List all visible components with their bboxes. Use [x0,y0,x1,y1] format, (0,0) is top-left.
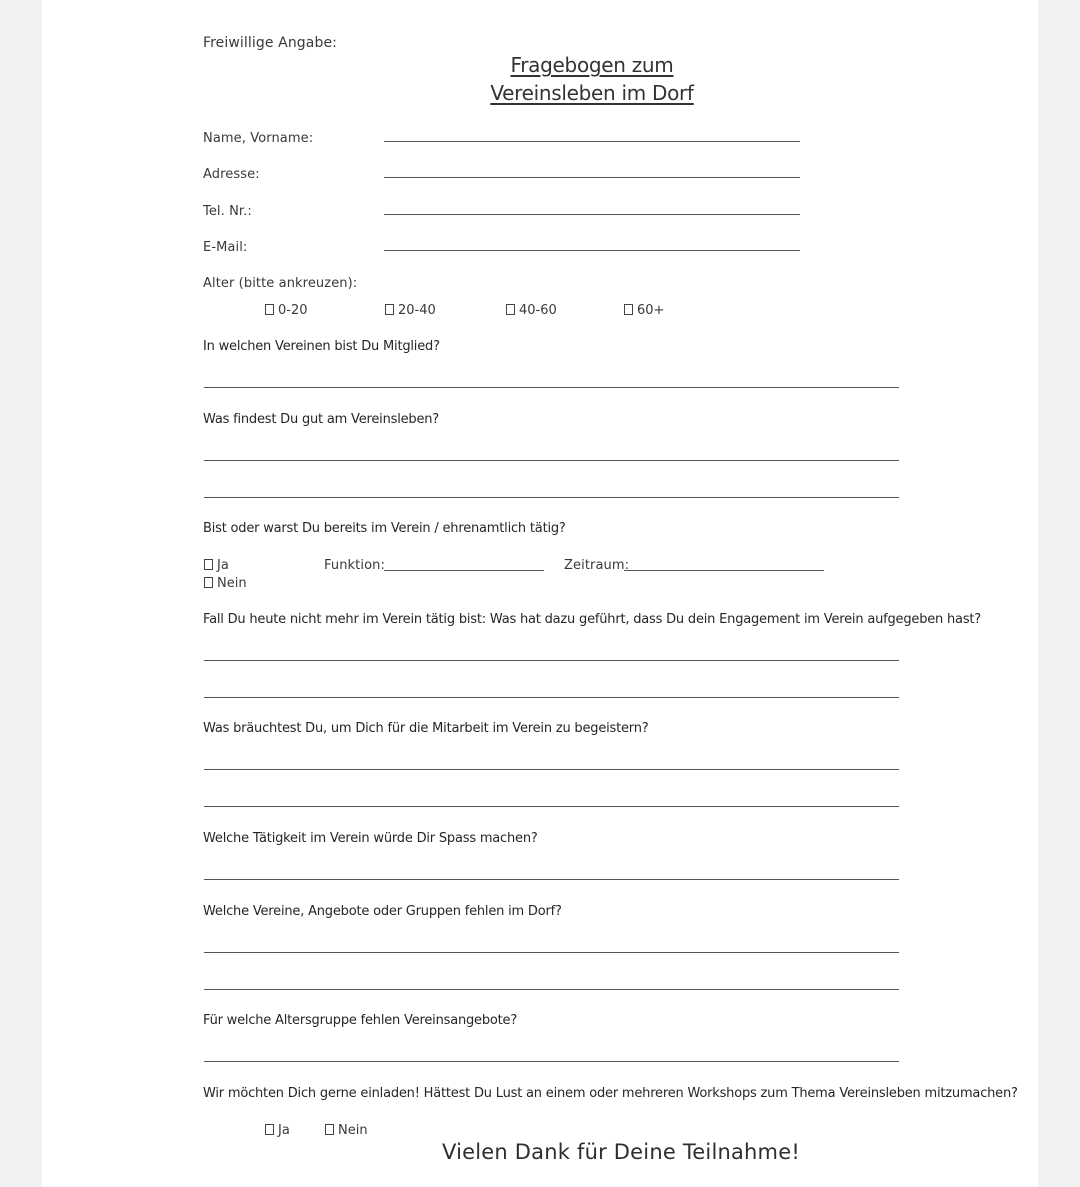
checkbox-icon[interactable] [204,559,213,570]
address-label: Adresse: [203,167,260,182]
workshop-no-option[interactable]: Nein [325,1123,368,1138]
workshop-yes-option[interactable]: Ja [265,1123,290,1138]
checkbox-icon[interactable] [265,1124,274,1135]
phone-label: Tel. Nr.: [203,204,252,219]
answer-line[interactable] [204,769,899,770]
address-field[interactable] [384,177,800,178]
answer-line[interactable] [204,460,899,461]
age-option-40-60[interactable]: 40-60 [506,303,557,318]
period-label: Zeitraum: [564,558,630,573]
answer-line[interactable] [204,497,899,498]
answer-line[interactable] [204,879,899,880]
answer-line[interactable] [204,806,899,807]
title-line-2: Vereinsleben im Dorf [490,81,694,105]
checkbox-icon[interactable] [204,577,213,588]
phone-field[interactable] [384,214,800,215]
questionnaire-page [42,0,1038,1187]
question-volunteer-activity: Bist oder warst Du bereits im Verein / ehrenamtlich tätig? [203,521,566,536]
answer-line[interactable] [204,660,899,661]
period-field[interactable] [624,570,824,571]
age-option-20-40[interactable]: 20-40 [385,303,436,318]
optional-info-label: Freiwillige Angabe: [203,35,337,51]
function-field[interactable] [384,570,544,571]
email-field[interactable] [384,250,800,251]
answer-line[interactable] [204,952,899,953]
question-motivation: Was bräuchtest Du, um Dich für die Mitarbeit im Verein zu begeistern? [203,721,649,736]
volunteer-yes-option[interactable]: Ja [204,558,229,573]
checkbox-icon[interactable] [624,304,633,315]
question-memberships: In welchen Vereinen bist Du Mitglied? [203,339,440,354]
age-label: Alter (bitte ankreuzen): [203,276,358,291]
answer-line[interactable] [204,1061,899,1062]
volunteer-no-option[interactable]: Nein [204,576,247,591]
answer-line[interactable] [204,387,899,388]
question-preferred-activity: Welche Tätigkeit im Verein würde Dir Spass machen? [203,831,538,846]
thank-you-note: Vielen Dank für Deine Teilnahme! [442,1140,800,1164]
answer-line[interactable] [204,697,899,698]
checkbox-icon[interactable] [506,304,515,315]
question-good-aspects: Was findest Du gut am Vereinsleben? [203,412,440,427]
function-label: Funktion: [324,558,385,573]
name-field[interactable] [384,141,800,142]
age-option-0-20[interactable]: 0-20 [265,303,308,318]
title-line-1: Fragebogen zum [510,53,674,77]
checkbox-icon[interactable] [385,304,394,315]
age-option-60-plus[interactable]: 60+ [624,303,664,318]
question-age-group: Für welche Altersgruppe fehlen Vereinsangebote? [203,1013,518,1028]
question-reason-quit: Fall Du heute nicht mehr im Verein tätig bist: Was hat dazu geführt, dass Du dein Engagement im Verein aufgegeben hast? [203,612,981,627]
name-label: Name, Vorname: [203,131,314,146]
answer-line[interactable] [204,989,899,990]
question-workshop-invite: Wir möchten Dich gerne einladen! Hättest Du Lust an einem oder mehreren Workshops zum Thema Vereinsleben mitzumachen? [203,1086,1018,1101]
question-missing-clubs: Welche Vereine, Angebote oder Gruppen fehlen im Dorf? [203,904,562,919]
checkbox-icon[interactable] [325,1124,334,1135]
checkbox-icon[interactable] [265,304,274,315]
email-label: E-Mail: [203,240,248,255]
